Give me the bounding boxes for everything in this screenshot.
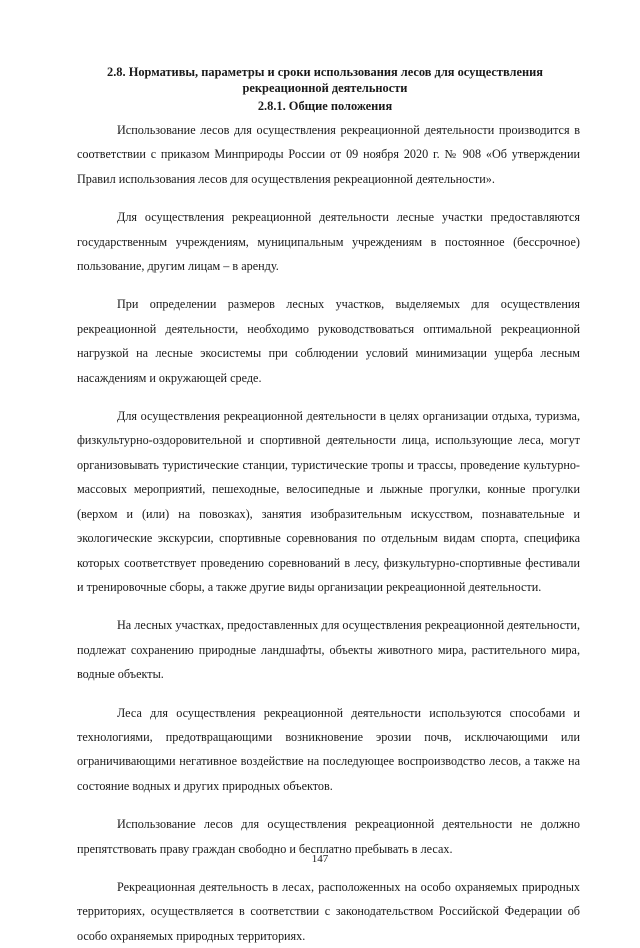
subsection-title: 2.8.1. Общие положения bbox=[257, 99, 393, 113]
paragraph-land-provision: Для осуществления рекреационной деятельности лесные участки предоставляются государственным учреждениям, муниципальным учреждениям в постоянное (бессрочное) пользование, другим лицам – в аренду. bbox=[77, 210, 580, 274]
paragraph-methods: Леса для осуществления рекреационной деятельности используются способами и технологиями, предотвращающими возникновение эрозии почв, исключающими или ограничивающими негативное воздействие на последующее воспроизводство лесов, а также на состояние водных и других природных объектов. bbox=[77, 705, 580, 793]
paragraph-plot-size: При определении размеров лесных участков, выделяемых для осуществления рекреационной деятельности, необходимо руководствоваться оптимальной рекреационной нагрузкой на лесные экосистемы при соблюдении условий минимизации ущерба лесным насаждениям и окружающей среде. bbox=[77, 297, 580, 385]
body-text bbox=[77, 118, 580, 948]
paragraph-public-access: Использование лесов для осуществления рекреационной деятельности не должно препятствовать праву граждан свободно и бесплатно пребывать в лесах. bbox=[77, 817, 580, 856]
section-title: 2.8. Нормативы, параметры и сроки использования лесов для осуществления рекреационной деятельности bbox=[107, 65, 543, 95]
paragraph-activities: Для осуществления рекреационной деятельности в целях организации отдыха, туризма, физкультурно-оздоровительной и спортивной деятельности лица, использующие леса, могут организовывать туристические станции, туристические тропы и трассы, проведение культурно-массовых мероприятий, пешеходные, велосипедные и лыжные прогулки, конные прогулки (верхом и (или) на повозках), занятия изобразительным искусством, познавательные и экологические экскурсии, спортивные соревнования по отдельным видам спорта, специфика которых соответствует проведению соревнований в лесу, физкультурно-спортивные фестивали и тренировочные сборы, а также другие виды организации рекреационной деятельности. bbox=[77, 409, 580, 594]
paragraph-preservation: На лесных участках, предоставленных для осуществления рекреационной деятельности, подлежат сохранению природные ландшафты, объекты животного мира, растительного мира, водные объекты. bbox=[77, 618, 580, 682]
paragraph-protected-areas: Рекреационная деятельность в лесах, расположенных на особо охраняемых природных территориях, осуществляется в соответствии с законодательством Российской Федерации об особо охраняемых природных территориях. bbox=[77, 879, 580, 943]
page-number: 147 bbox=[311, 853, 329, 865]
paragraph-legal-basis: Использование лесов для осуществления рекреационной деятельности производится в соответствии с приказом Минприроды России от 09 ноября 2020 г. № 908 «Об утверждении Правил использования лесов для осуществления рекреационной деятельности». bbox=[77, 123, 580, 186]
